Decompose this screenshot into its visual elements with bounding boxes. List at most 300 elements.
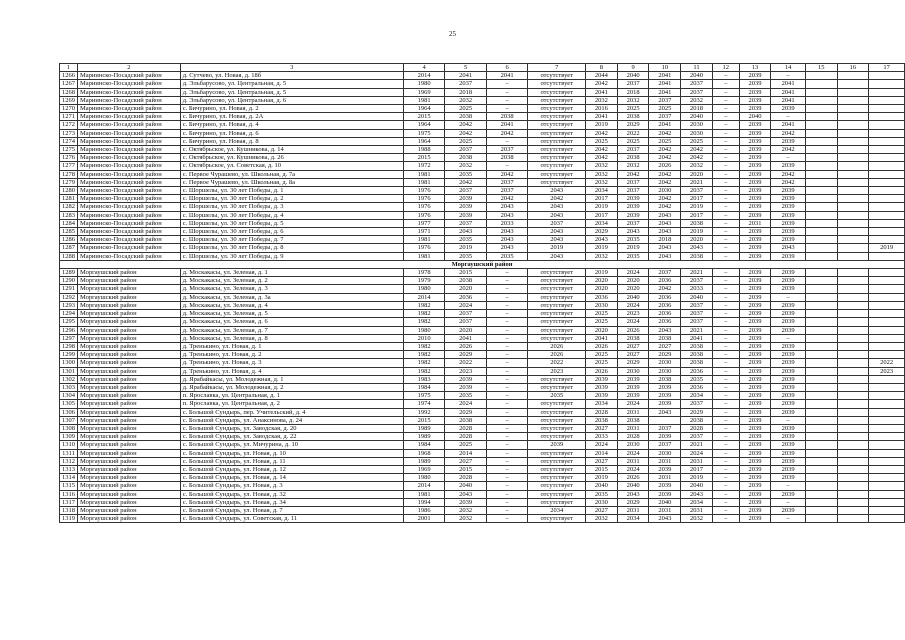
cell-col-4: 1976 bbox=[403, 203, 445, 211]
cell-col-6: 2041 bbox=[486, 72, 528, 80]
table-row bbox=[60, 400, 905, 408]
cell-col-14: 2039 bbox=[771, 457, 806, 465]
cell-col-5: 2035 bbox=[445, 392, 487, 400]
cell-col-16 bbox=[837, 301, 869, 309]
cell-col-16 bbox=[837, 129, 869, 137]
cell-col-7: отсутствует bbox=[528, 334, 586, 342]
cell-col-14: – bbox=[771, 293, 806, 301]
cell-col-1: 1293 bbox=[60, 301, 78, 309]
cell-col-17: 2023 bbox=[869, 367, 905, 375]
cell-col-7: 2043 bbox=[528, 203, 586, 211]
table-row bbox=[60, 146, 905, 154]
cell-col-5: 2032 bbox=[445, 506, 487, 514]
cell-col-10: 2043 bbox=[649, 244, 681, 252]
table-row bbox=[60, 170, 905, 178]
cell-col-11: 2041 bbox=[681, 334, 713, 342]
cell-col-1: 1311 bbox=[60, 449, 78, 457]
cell-col-16 bbox=[837, 105, 869, 113]
cell-col-1: 1271 bbox=[60, 113, 78, 121]
cell-col-6: – bbox=[486, 424, 528, 432]
cell-col-9: 2027 bbox=[617, 351, 649, 359]
cell-col-8: 2027 bbox=[586, 457, 618, 465]
cell-col-4: 1977 bbox=[403, 219, 445, 227]
cell-col-14: 2039 bbox=[771, 137, 806, 145]
cell-col-11: 2037 bbox=[681, 400, 713, 408]
cell-col-16 bbox=[837, 228, 869, 236]
cell-col-15 bbox=[806, 211, 838, 219]
cell-col-13: 2039 bbox=[739, 433, 771, 441]
table-row bbox=[60, 351, 905, 359]
cell-col-2: Моргаушский район bbox=[78, 342, 181, 350]
cell-col-16: 16 bbox=[837, 64, 869, 72]
cell-col-16 bbox=[837, 506, 869, 514]
cell-col-14: 2039 bbox=[771, 342, 806, 350]
cell-col-1: 1268 bbox=[60, 88, 78, 96]
cell-col-2: Моргаушский район bbox=[78, 490, 181, 498]
cell-col-10: 2040 bbox=[649, 498, 681, 506]
cell-col-13: 2039 bbox=[739, 80, 771, 88]
cell-col-3: д. Тренькино, ул. Новая, д. 4 bbox=[180, 367, 403, 375]
cell-col-8: 2039 bbox=[586, 383, 618, 391]
cell-col-15 bbox=[806, 326, 838, 334]
cell-col-10: 2042 bbox=[649, 195, 681, 203]
cell-col-8: 2027 bbox=[586, 424, 618, 432]
cell-col-16 bbox=[837, 72, 869, 80]
cell-col-6: – bbox=[486, 441, 528, 449]
cell-col-1: 1316 bbox=[60, 490, 78, 498]
cell-col-5: 5 bbox=[445, 64, 487, 72]
cell-col-3: с. Бичурино, ул. Новая, д. 2 bbox=[180, 105, 403, 113]
cell-col-2: Моргаушский район bbox=[78, 441, 181, 449]
cell-col-8: 2032 bbox=[586, 170, 618, 178]
cell-col-17 bbox=[869, 441, 905, 449]
cell-col-13: 13 bbox=[739, 64, 771, 72]
table-row bbox=[60, 441, 905, 449]
cell-col-14: 2039 bbox=[771, 400, 806, 408]
cell-col-11: 2038 bbox=[681, 342, 713, 350]
cell-col-12: – bbox=[712, 310, 739, 318]
cell-col-2: Мариинско-Посадский район bbox=[78, 187, 181, 195]
cell-col-9: 9 bbox=[617, 64, 649, 72]
cell-col-9: 2026 bbox=[617, 474, 649, 482]
cell-col-14: 2039 bbox=[771, 367, 806, 375]
table-row bbox=[60, 113, 905, 121]
cell-col-11: 2037 bbox=[681, 310, 713, 318]
cell-col-10: 2042 bbox=[649, 285, 681, 293]
cell-col-7: отсутствует bbox=[528, 515, 586, 523]
cell-col-6: 2043 bbox=[486, 203, 528, 211]
table-row bbox=[60, 105, 905, 113]
cell-col-2: Моргаушский район bbox=[78, 301, 181, 309]
cell-col-4: 1964 bbox=[403, 105, 445, 113]
cell-col-8: 2020 bbox=[586, 285, 618, 293]
cell-col-15 bbox=[806, 178, 838, 186]
cell-col-10: 2038 bbox=[649, 375, 681, 383]
cell-col-1: 1291 bbox=[60, 285, 78, 293]
cell-col-7: отсутствует bbox=[528, 88, 586, 96]
cell-col-8: 2042 bbox=[586, 129, 618, 137]
cell-col-15 bbox=[806, 96, 838, 104]
cell-col-2: Моргаушский район bbox=[78, 449, 181, 457]
cell-col-13: 2039 bbox=[739, 482, 771, 490]
cell-col-2: Моргаушский район bbox=[78, 474, 181, 482]
table-row bbox=[60, 416, 905, 424]
cell-col-10: 2042 bbox=[649, 203, 681, 211]
cell-col-11: 2036 bbox=[681, 383, 713, 391]
cell-col-17 bbox=[869, 105, 905, 113]
cell-col-14: 2039 bbox=[771, 474, 806, 482]
cell-col-12: – bbox=[712, 474, 739, 482]
cell-col-16 bbox=[837, 211, 869, 219]
cell-col-7: 2026 bbox=[528, 342, 586, 350]
cell-col-6: – bbox=[486, 490, 528, 498]
cell-col-6: – bbox=[486, 342, 528, 350]
cell-col-9: 2024 bbox=[617, 318, 649, 326]
cell-col-2: Моргаушский район bbox=[78, 498, 181, 506]
cell-col-10: 2031 bbox=[649, 506, 681, 514]
cell-col-12: – bbox=[712, 80, 739, 88]
cell-col-16 bbox=[837, 326, 869, 334]
cell-col-7: отсутствует bbox=[528, 433, 586, 441]
cell-col-12: – bbox=[712, 269, 739, 277]
cell-col-14: 2039 bbox=[771, 449, 806, 457]
cell-col-2: Мариинско-Посадский район bbox=[78, 137, 181, 145]
cell-col-16 bbox=[837, 498, 869, 506]
cell-col-5: 2027 bbox=[445, 457, 487, 465]
cell-col-6: – bbox=[486, 457, 528, 465]
cell-col-9: 2023 bbox=[617, 310, 649, 318]
cell-col-12: – bbox=[712, 359, 739, 367]
cell-col-15 bbox=[806, 441, 838, 449]
cell-col-4: 1976 bbox=[403, 187, 445, 195]
cell-col-10: 2037 bbox=[649, 113, 681, 121]
cell-col-15 bbox=[806, 72, 838, 80]
cell-col-7: отсутствует bbox=[528, 498, 586, 506]
cell-col-5: 2038 bbox=[445, 113, 487, 121]
cell-col-17: 2019 bbox=[869, 244, 905, 252]
cell-col-13: 2039 bbox=[739, 359, 771, 367]
cell-col-5: 2041 bbox=[445, 72, 487, 80]
cell-col-9: 2032 bbox=[617, 96, 649, 104]
table-row bbox=[60, 178, 905, 186]
cell-col-6: – bbox=[486, 285, 528, 293]
cell-col-14: 2039 bbox=[771, 351, 806, 359]
cell-col-7: 2043 bbox=[528, 211, 586, 219]
cell-col-6: – bbox=[486, 301, 528, 309]
cell-col-17 bbox=[869, 310, 905, 318]
cell-col-3: с. Бичурино, ул. Новая, д. 2А bbox=[180, 113, 403, 121]
cell-col-4: 1982 bbox=[403, 351, 445, 359]
cell-col-8: 2042 bbox=[586, 80, 618, 88]
cell-col-13: 2039 bbox=[739, 490, 771, 498]
table-row bbox=[60, 219, 905, 227]
cell-col-12: – bbox=[712, 96, 739, 104]
cell-col-5: 2015 bbox=[445, 465, 487, 473]
cell-col-16 bbox=[837, 293, 869, 301]
cell-col-9: 2030 bbox=[617, 441, 649, 449]
cell-col-15 bbox=[806, 474, 838, 482]
cell-col-6: – bbox=[486, 88, 528, 96]
cell-col-5: 2040 bbox=[445, 482, 487, 490]
cell-col-16 bbox=[837, 351, 869, 359]
cell-col-12: – bbox=[712, 457, 739, 465]
cell-col-16 bbox=[837, 137, 869, 145]
cell-col-10: 2025 bbox=[649, 137, 681, 145]
cell-col-7: отсутствует bbox=[528, 474, 586, 482]
cell-col-16 bbox=[837, 392, 869, 400]
cell-col-3: с. Большой Сундырь, пер. Учительский, д. 4 bbox=[180, 408, 403, 416]
table-row bbox=[60, 465, 905, 473]
cell-col-8: 2026 bbox=[586, 367, 618, 375]
cell-col-6: – bbox=[486, 351, 528, 359]
cell-col-17 bbox=[869, 211, 905, 219]
cell-col-15 bbox=[806, 342, 838, 350]
cell-col-9: 2026 bbox=[617, 326, 649, 334]
cell-col-1: 1299 bbox=[60, 351, 78, 359]
cell-col-15 bbox=[806, 515, 838, 523]
cell-col-12: – bbox=[712, 236, 739, 244]
cell-col-8: 2044 bbox=[586, 72, 618, 80]
cell-col-11: 2030 bbox=[681, 121, 713, 129]
cell-col-14: – bbox=[771, 154, 806, 162]
cell-col-13: 2039 bbox=[739, 129, 771, 137]
cell-col-14: – bbox=[771, 515, 806, 523]
cell-col-6: 2041 bbox=[486, 121, 528, 129]
cell-col-5: 2043 bbox=[445, 490, 487, 498]
cell-col-16 bbox=[837, 359, 869, 367]
cell-col-12: – bbox=[712, 449, 739, 457]
cell-col-17 bbox=[869, 236, 905, 244]
cell-col-2: Моргаушский район bbox=[78, 359, 181, 367]
cell-col-3: с. Первое Чурашево, ул. Школьная, д. 8а bbox=[180, 178, 403, 186]
cell-col-3: д. Эльбарусово, ул. Центральная, д. 5 bbox=[180, 80, 403, 88]
cell-col-15 bbox=[806, 88, 838, 96]
cell-col-17 bbox=[869, 482, 905, 490]
cell-col-17 bbox=[869, 457, 905, 465]
table-row bbox=[60, 228, 905, 236]
cell-col-11: 2034 bbox=[681, 498, 713, 506]
cell-col-14: 2041 bbox=[771, 88, 806, 96]
cell-col-6: – bbox=[486, 498, 528, 506]
cell-col-11: 2017 bbox=[681, 211, 713, 219]
cell-col-8: 2033 bbox=[586, 433, 618, 441]
cell-col-12: – bbox=[712, 383, 739, 391]
cell-col-9: 2043 bbox=[617, 228, 649, 236]
cell-col-17 bbox=[869, 178, 905, 186]
cell-col-14: 2039 bbox=[771, 392, 806, 400]
cell-col-14: 2042 bbox=[771, 170, 806, 178]
cell-col-9: 2031 bbox=[617, 408, 649, 416]
cell-col-10: 2041 bbox=[649, 72, 681, 80]
cell-col-16 bbox=[837, 146, 869, 154]
cell-col-2: Мариинско-Посадский район bbox=[78, 121, 181, 129]
cell-col-11: 2021 bbox=[681, 326, 713, 334]
cell-col-5: 2014 bbox=[445, 449, 487, 457]
cell-col-10: 2029 bbox=[649, 351, 681, 359]
cell-col-14: – bbox=[771, 482, 806, 490]
cell-col-13: 2039 bbox=[739, 277, 771, 285]
cell-col-9: 2031 bbox=[617, 506, 649, 514]
cell-col-6: – bbox=[486, 277, 528, 285]
cell-col-7: 7 bbox=[528, 64, 586, 72]
cell-col-6: 2043 bbox=[486, 228, 528, 236]
cell-col-12: – bbox=[712, 219, 739, 227]
cell-col-2: Моргаушский район bbox=[78, 334, 181, 342]
cell-col-12: – bbox=[712, 203, 739, 211]
cell-col-9: 2037 bbox=[617, 146, 649, 154]
cell-col-14: 2039 bbox=[771, 211, 806, 219]
cell-col-13: 2039 bbox=[739, 474, 771, 482]
table-row bbox=[60, 342, 905, 350]
cell-col-5: 2029 bbox=[445, 408, 487, 416]
cell-col-10: 2025 bbox=[649, 105, 681, 113]
cell-col-1: 1289 bbox=[60, 269, 78, 277]
cell-col-15 bbox=[806, 457, 838, 465]
cell-col-4: 1982 bbox=[403, 359, 445, 367]
cell-col-2: Мариинско-Посадский район bbox=[78, 178, 181, 186]
cell-col-7: 2043 bbox=[528, 236, 586, 244]
cell-col-10: 2043 bbox=[649, 219, 681, 227]
table-row bbox=[60, 318, 905, 326]
header-row bbox=[60, 64, 905, 72]
cell-col-6: – bbox=[486, 433, 528, 441]
cell-col-4: 1980 bbox=[403, 474, 445, 482]
cell-col-13: 2039 bbox=[739, 244, 771, 252]
cell-col-15 bbox=[806, 383, 838, 391]
cell-col-6: – bbox=[486, 367, 528, 375]
cell-col-13: 2039 bbox=[739, 416, 771, 424]
cell-col-12: – bbox=[712, 408, 739, 416]
cell-col-16 bbox=[837, 416, 869, 424]
cell-col-17 bbox=[869, 228, 905, 236]
table-row bbox=[60, 383, 905, 391]
cell-col-12: – bbox=[712, 506, 739, 514]
cell-col-16 bbox=[837, 244, 869, 252]
cell-col-17 bbox=[869, 408, 905, 416]
cell-col-9: 2029 bbox=[617, 498, 649, 506]
cell-col-16 bbox=[837, 474, 869, 482]
cell-col-5: 2035 bbox=[445, 170, 487, 178]
cell-col-9: 2039 bbox=[617, 383, 649, 391]
cell-col-3: д. Сутчево, ул. Новая, д. 18б bbox=[180, 72, 403, 80]
cell-col-16 bbox=[837, 424, 869, 432]
cell-col-6: – bbox=[486, 96, 528, 104]
cell-col-2: Моргаушский район bbox=[78, 482, 181, 490]
cell-col-9: 2034 bbox=[617, 515, 649, 523]
cell-col-14: 2041 bbox=[771, 121, 806, 129]
cell-col-10: 2043 bbox=[649, 326, 681, 334]
cell-col-12: – bbox=[712, 129, 739, 137]
cell-col-12: – bbox=[712, 367, 739, 375]
cell-col-5: 2020 bbox=[445, 285, 487, 293]
cell-col-13: 2039 bbox=[739, 342, 771, 350]
cell-col-4: 1981 bbox=[403, 170, 445, 178]
cell-col-15 bbox=[806, 80, 838, 88]
cell-col-8: 2041 bbox=[586, 88, 618, 96]
cell-col-11: 2037 bbox=[681, 277, 713, 285]
cell-col-4: 1989 bbox=[403, 457, 445, 465]
cell-col-4: 1984 bbox=[403, 383, 445, 391]
cell-col-13: 2039 bbox=[739, 228, 771, 236]
cell-col-11: 2032 bbox=[681, 162, 713, 170]
cell-col-8: 2034 bbox=[586, 187, 618, 195]
cell-col-5: 2022 bbox=[445, 359, 487, 367]
cell-col-10: 2042 bbox=[649, 170, 681, 178]
cell-col-8: 2030 bbox=[586, 498, 618, 506]
cell-col-13: 2039 bbox=[739, 187, 771, 195]
cell-col-5: 2024 bbox=[445, 400, 487, 408]
cell-col-8: 2019 bbox=[586, 244, 618, 252]
cell-col-9: 2035 bbox=[617, 236, 649, 244]
cell-col-17 bbox=[869, 465, 905, 473]
cell-col-7: отсутствует bbox=[528, 310, 586, 318]
cell-col-14: – bbox=[771, 72, 806, 80]
cell-col-6: – bbox=[486, 400, 528, 408]
cell-col-9: 2038 bbox=[617, 416, 649, 424]
cell-col-1: 1275 bbox=[60, 146, 78, 154]
cell-col-10: 2018 bbox=[649, 236, 681, 244]
cell-col-6: – bbox=[486, 326, 528, 334]
cell-col-11: 2037 bbox=[681, 301, 713, 309]
cell-col-2: Моргаушский район bbox=[78, 457, 181, 465]
cell-col-13: 2039 bbox=[739, 506, 771, 514]
cell-col-11: 2038 bbox=[681, 351, 713, 359]
cell-col-7: 2026 bbox=[528, 351, 586, 359]
cell-col-8: 2026 bbox=[586, 342, 618, 350]
cell-col-14: 2039 bbox=[771, 375, 806, 383]
cell-col-10: 2036 bbox=[649, 318, 681, 326]
cell-col-7: отсутствует bbox=[528, 424, 586, 432]
cell-col-12: – bbox=[712, 301, 739, 309]
table-row bbox=[60, 277, 905, 285]
cell-col-3: с. Большой Сундырь, ул. Советская, д. 11 bbox=[180, 515, 403, 523]
cell-col-3: д. Эльбарусово, ул. Центральная, д. 5 bbox=[180, 88, 403, 96]
cell-col-14: 2039 bbox=[771, 219, 806, 227]
cell-col-8: 2039 bbox=[586, 392, 618, 400]
cell-col-16 bbox=[837, 154, 869, 162]
cell-col-9: 2029 bbox=[617, 359, 649, 367]
cell-col-10: 2036 bbox=[649, 293, 681, 301]
cell-col-15 bbox=[806, 416, 838, 424]
cell-col-6: – bbox=[486, 392, 528, 400]
cell-col-5: 2041 bbox=[445, 334, 487, 342]
cell-col-11: 2036 bbox=[681, 367, 713, 375]
cell-col-1: 1317 bbox=[60, 498, 78, 506]
cell-col-12: – bbox=[712, 318, 739, 326]
cell-col-15 bbox=[806, 351, 838, 359]
table-row bbox=[60, 515, 905, 523]
cell-col-6: – bbox=[486, 465, 528, 473]
cell-col-6: – bbox=[486, 80, 528, 88]
cell-col-17 bbox=[869, 170, 905, 178]
cell-col-7: отсутствует bbox=[528, 301, 586, 309]
cell-col-7: 2034 bbox=[528, 506, 586, 514]
cell-col-5: 2037 bbox=[445, 310, 487, 318]
cell-col-8: 8 bbox=[586, 64, 618, 72]
cell-col-10: 2036 bbox=[649, 277, 681, 285]
cell-col-14: 2039 bbox=[771, 203, 806, 211]
page-number: 25 bbox=[449, 30, 456, 38]
cell-col-10: 2039 bbox=[649, 482, 681, 490]
cell-col-8: 2027 bbox=[586, 506, 618, 514]
cell-col-13: 2039 bbox=[739, 318, 771, 326]
cell-col-17 bbox=[869, 195, 905, 203]
cell-col-14: 2039 bbox=[771, 326, 806, 334]
cell-col-10: 2042 bbox=[649, 178, 681, 186]
cell-col-14: 2039 bbox=[771, 236, 806, 244]
cell-col-2: Мариинско-Посадский район bbox=[78, 170, 181, 178]
cell-col-3: с. Большой Сундырь, ул. Новая, д. 32 bbox=[180, 490, 403, 498]
